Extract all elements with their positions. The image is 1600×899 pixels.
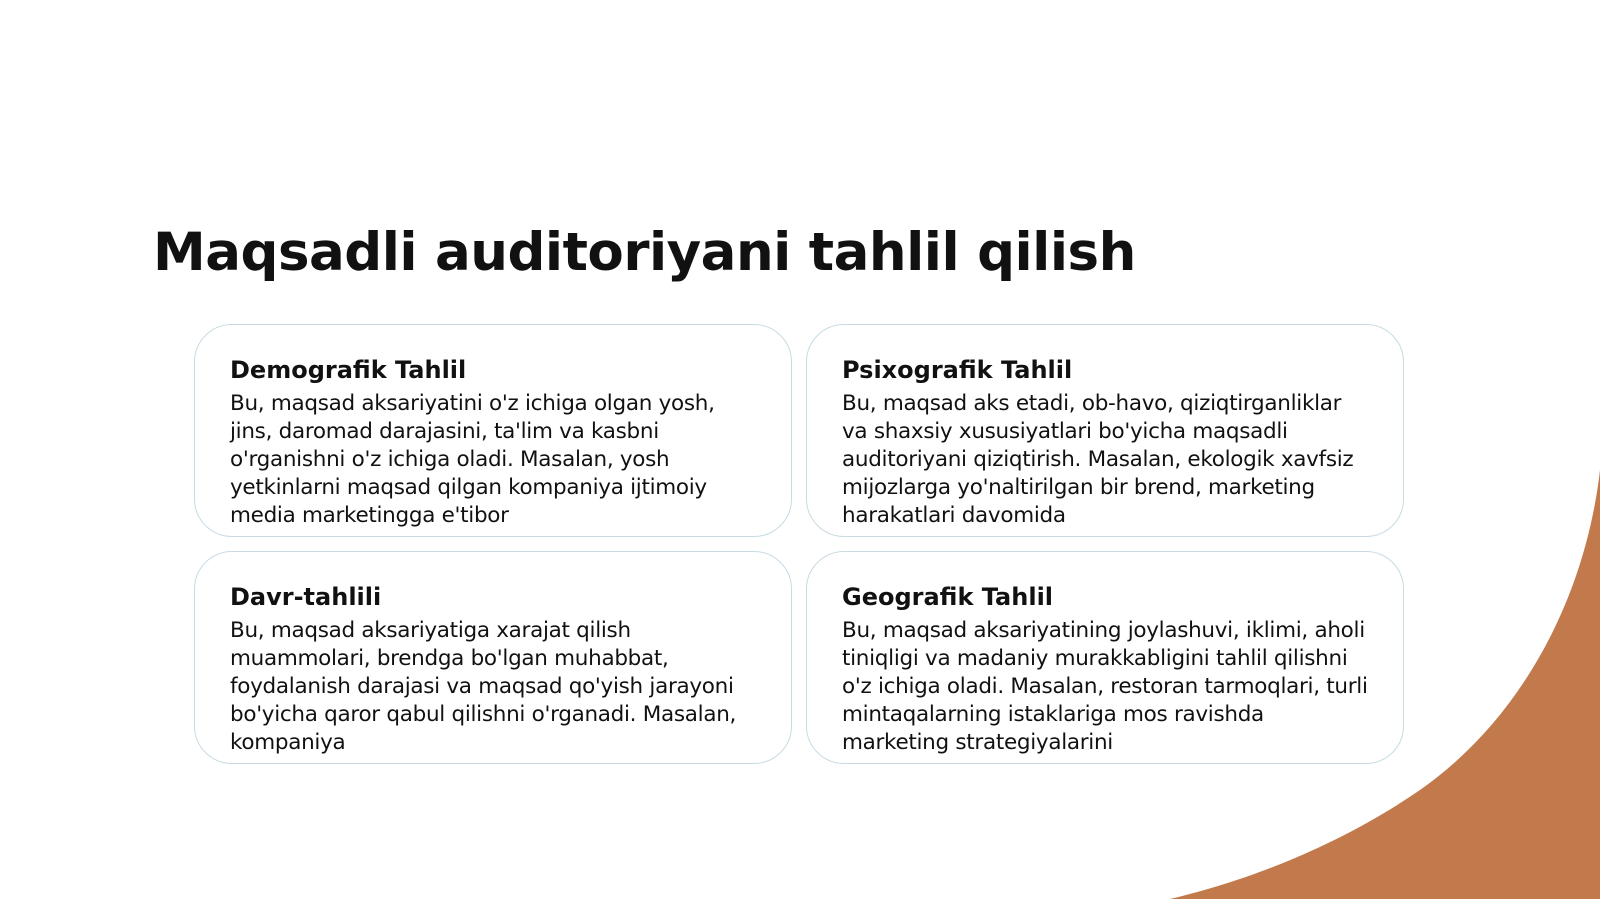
slide-title: Maqsadli auditoriyani tahlil qilish (153, 222, 1136, 283)
card-geografik-tahlil (806, 551, 1404, 764)
card-demografik-tahlil (194, 324, 792, 537)
card-body: Bu, maqsad aksariyatining joylashuvi, iklimi, aholi tiniqligi va madaniy murakkabligini tahlil qilishni o'z ichiga oladi. Masalan, restoran tarmoqlari, turli mintaqalarning istaklariga mos ravishda marketing strategiyalarini (842, 618, 1368, 755)
card-heading: Psixografik Tahlil (842, 356, 1073, 384)
card-heading: Demografik Tahlil (230, 356, 467, 384)
card-davr-tahlili (194, 551, 792, 764)
card-heading: Davr-tahlili (230, 583, 382, 611)
card-body: Bu, maqsad aks etadi, ob-havo, qiziqtirganliklar va shaxsiy xususiyatlari bo'yicha maqsadli auditoriyani qiziqtirish. Masalan, ekologik xavfsiz mijozlarga yo'naltirilgan bir brend, marketing harakatlari davomida (842, 391, 1354, 528)
card-body: Bu, maqsad aksariyatiga xarajat qilish muammolari, brendga bo'lgan muhabbat, foydalanish darajasi va maqsad qo'yish jarayoni bo'yicha qaror qabul qilishni o'rganadi. Masalan, kompaniya (230, 618, 737, 755)
card-psixografik-tahlil (806, 324, 1404, 537)
card-body: Bu, maqsad aksariyatini o'z ichiga olgan yosh, jins, daromad darajasini, ta'lim va kasbni o'rganishni o'z ichiga oladi. Masalan, yosh yetkinlarni maqsad qilgan kompaniya ijtimoiy media marketingga e'tibor (230, 391, 715, 528)
card-heading: Geografik Tahlil (842, 583, 1054, 611)
